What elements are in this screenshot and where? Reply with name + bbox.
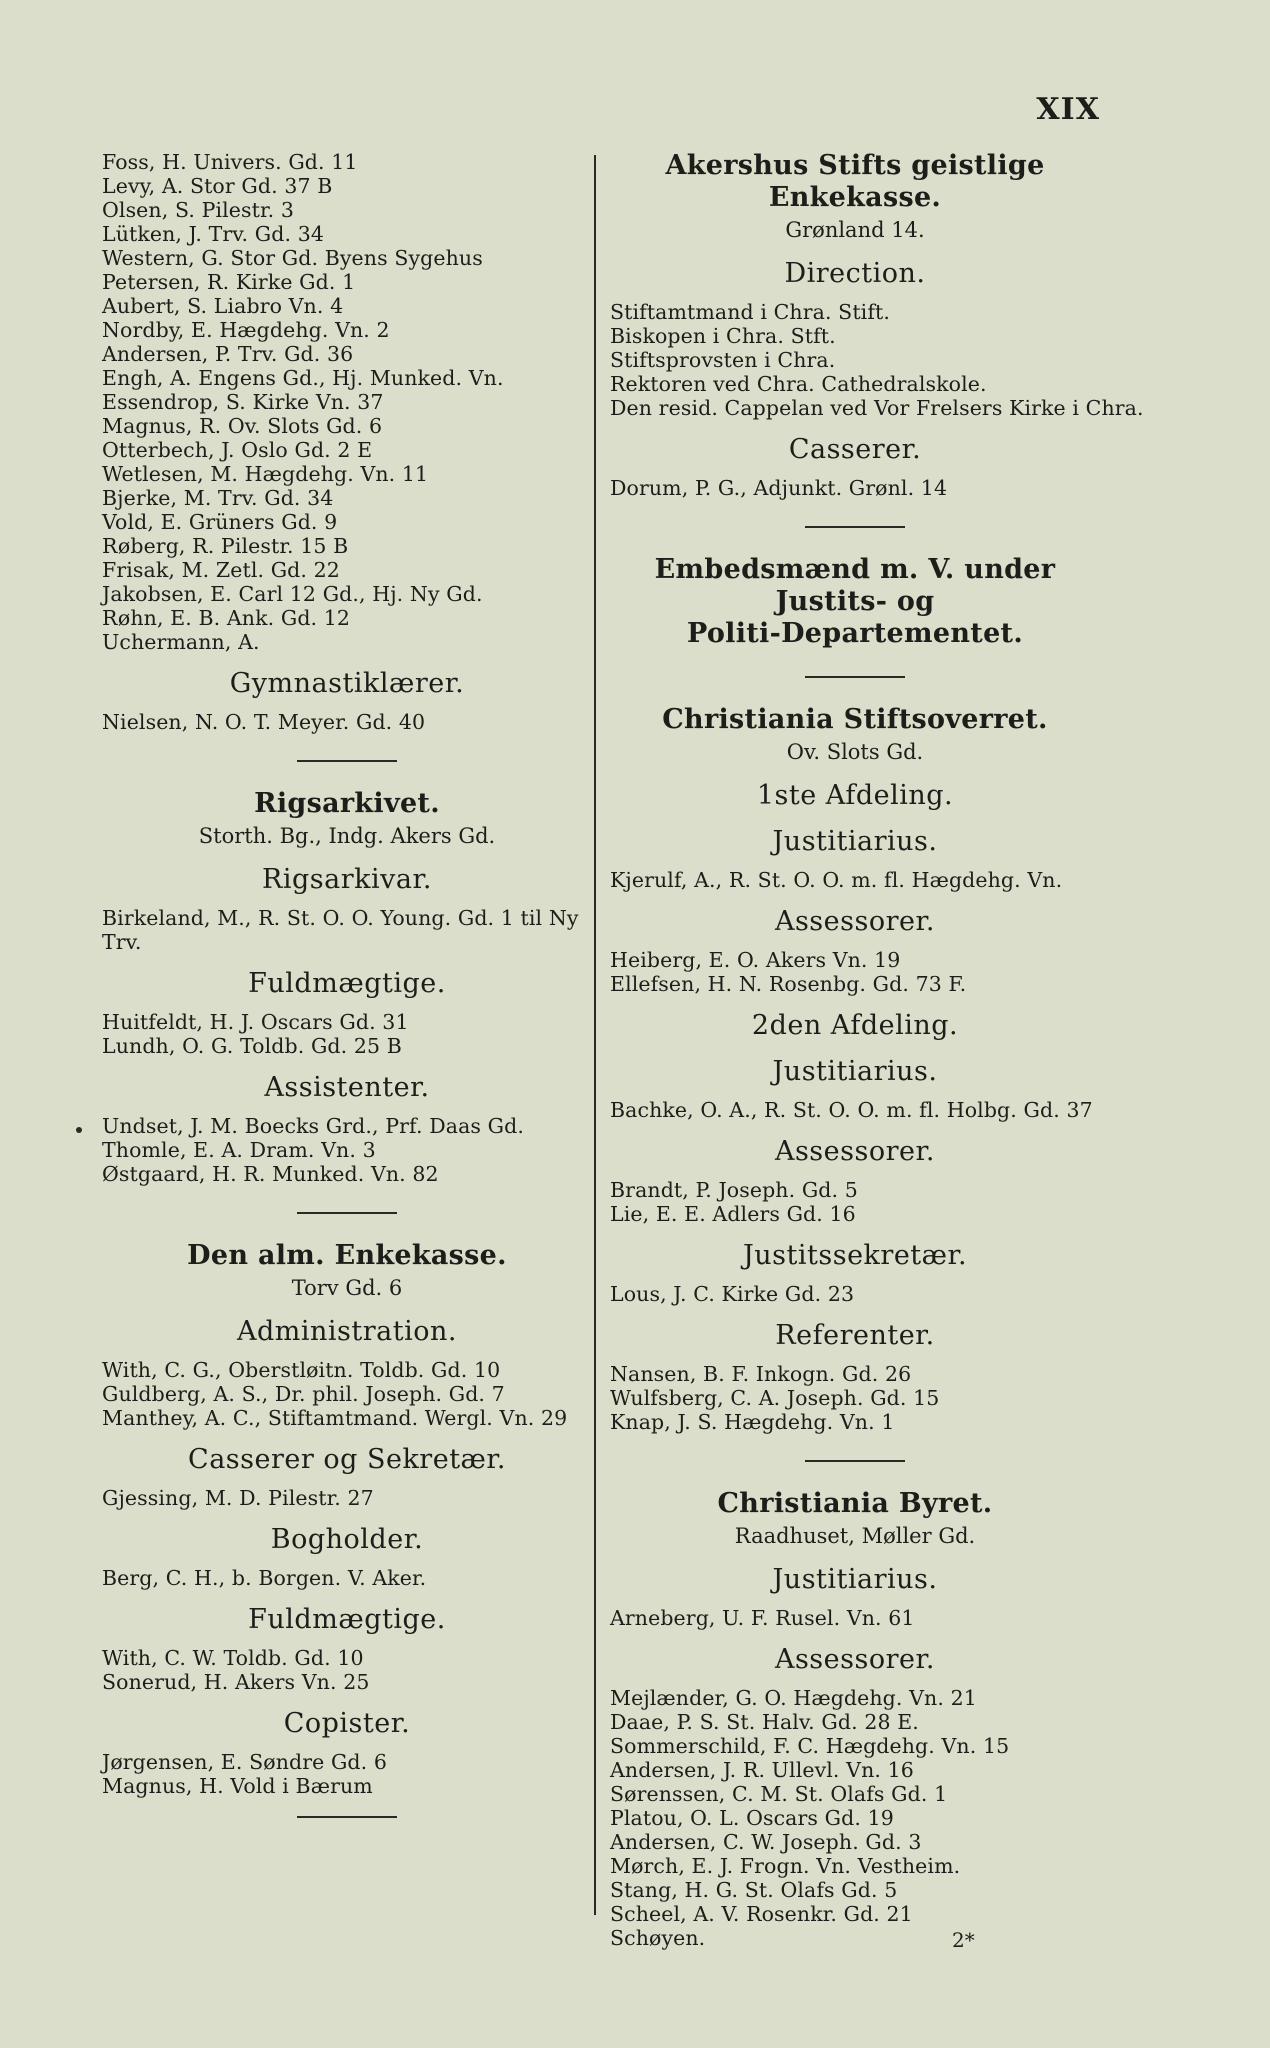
directory-entry: Scheel, A. V. Rosenkr. Gd. 21 [610, 1902, 913, 1926]
entry-list [610, 1606, 1100, 1630]
directory-entry: Andersen, C. W. Joseph. Gd. 3 [610, 1830, 922, 1854]
entry-list [102, 906, 592, 954]
directory-entry: Dorum, P. G., Adjunkt. Grønl. 14 [610, 476, 948, 500]
directory-entry: Biskopen i Chra. Stft. [610, 324, 836, 348]
directory-entry: With, C. G., Oberstløitn. Toldb. Gd. 10 [102, 1358, 501, 1382]
section-title: Den alm. Enkekasse. [187, 1240, 507, 1271]
entry-list [102, 1486, 592, 1510]
section-rule [297, 1212, 397, 1214]
directory-entry: Schøyen. [610, 1926, 706, 1950]
directory-entry: Bachke, O. A., R. St. O. O. m. fl. Holbg. Gd. 37 [610, 1098, 1093, 1122]
directory-entry: Daae, P. S. St. Halv. Gd. 28 E. [610, 1710, 919, 1734]
directory-entry: Lous, J. C. Kirke Gd. 23 [610, 1282, 855, 1306]
entry-list [102, 710, 592, 734]
directory-entry: With, C. W. Toldb. Gd. 10 [102, 1646, 364, 1670]
directory-entry: Berg, C. H., b. Borgen. V. Aker. [102, 1566, 427, 1590]
section-address: Grønland 14. [785, 218, 925, 242]
section-title: Politi-Departementet. [686, 618, 1024, 649]
page-number: XIX [1036, 92, 1100, 127]
section-heading: Fuldmægtige. [248, 1604, 446, 1635]
entry-list [102, 1646, 592, 1694]
entry-list [102, 1566, 592, 1590]
entry-list [610, 1178, 1100, 1226]
directory-entry: Lie, E. E. Adlers Gd. 16 [610, 1202, 856, 1226]
directory-entry: Nordby, E. Hægdehg. Vn. 2 [102, 318, 390, 342]
directory-entry: Magnus, R. Ov. Slots Gd. 6 [102, 414, 383, 438]
directory-entry: Arneberg, U. F. Rusel. Vn. 61 [610, 1606, 915, 1630]
entry-list [610, 868, 1100, 892]
directory-entry: Vold, E. Grüners Gd. 9 [102, 510, 338, 534]
directory-entry: Stiftamtmand i Chra. Stift. [610, 300, 890, 324]
section-heading: Assistenter. [264, 1072, 430, 1103]
entry-list [610, 300, 1144, 420]
section-rule [805, 676, 905, 678]
directory-entry: Brandt, P. Joseph. Gd. 5 [610, 1178, 858, 1202]
directory-entry: Mejlænder, G. O. Hægdehg. Vn. 21 [610, 1686, 977, 1710]
entry-list [610, 1282, 1100, 1306]
directory-entry: Lütken, J. Trv. Gd. 34 [102, 222, 324, 246]
section-title: Embedsmænd m. V. under Justits- og [654, 554, 1056, 617]
section-heading: Rigsarkivar. [262, 864, 432, 895]
directory-entry: Mørch, E. J. Frogn. Vn. Vestheim. [610, 1854, 961, 1878]
section-heading: Casserer og Sekretær. [188, 1444, 506, 1475]
section-rule [805, 526, 905, 528]
section-rule [297, 760, 397, 762]
section-heading: Copister. [283, 1708, 411, 1739]
section-address: Torv Gd. 6 [291, 1276, 403, 1300]
directory-entry: Bjerke, M. Trv. Gd. 34 [102, 486, 334, 510]
directory-entry: Manthey, A. C., Stiftamtmand. Wergl. Vn. 29 [102, 1406, 568, 1430]
directory-entry: Heiberg, E. O. Akers Vn. 19 [610, 948, 901, 972]
section-heading: Assessorer. [774, 1644, 936, 1675]
directory-entry: Den resid. Cappelan ved Vor Frelsers Kirke i Chra. [610, 396, 1144, 420]
directory-entry: Olsen, S. Pilestr. 3 [102, 198, 295, 222]
directory-entry: Stiftsprovsten i Chra. [610, 348, 836, 372]
section-address: Ov. Slots Gd. [786, 740, 924, 764]
section-heading: Bogholder. [270, 1524, 424, 1555]
directory-entry: Wulfsberg, C. A. Joseph. Gd. 15 [610, 1386, 940, 1410]
entry-list [610, 1098, 1100, 1122]
section-heading: Justitiarius. [772, 1056, 938, 1087]
section-title: Christiania Stiftsoverret. [662, 704, 1048, 735]
section-heading: Justitssekretær. [742, 1240, 968, 1271]
entry-list [610, 476, 1100, 500]
directory-entry: Frisak, M. Zetl. Gd. 22 [102, 558, 340, 582]
directory-entry: Thomle, E. A. Dram. Vn. 3 [102, 1138, 376, 1162]
entry-list [610, 1362, 1100, 1434]
directory-entry: Petersen, R. Kirke Gd. 1 [102, 270, 356, 294]
directory-entry: Røhn, E. B. Ank. Gd. 12 [102, 606, 351, 630]
directory-entry: Ellefsen, H. N. Rosenbg. Gd. 73 F. [610, 972, 967, 996]
entry-list [102, 1358, 592, 1430]
directory-entry: Jakobsen, E. Carl 12 Gd., Hj. Ny Gd. [102, 582, 483, 606]
directory-entry: Levy, A. Stor Gd. 37 B [102, 174, 333, 198]
left-column [102, 150, 592, 1818]
section-heading: Fuldmægtige. [248, 968, 446, 999]
directory-entry: Birkeland, M., R. St. O. O. Young. Gd. 1 til Ny Trv. [102, 906, 579, 954]
section-heading: Assessorer. [774, 1136, 936, 1167]
directory-entry: Jørgensen, E. Søndre Gd. 6 [102, 1750, 388, 1774]
directory-entry: Nielsen, N. O. T. Meyer. Gd. 40 [102, 710, 426, 734]
directory-entry: Wetlesen, M. Hægdehg. Vn. 11 [102, 462, 429, 486]
directory-entry: Uchermann, A. [102, 630, 260, 654]
section-address: Raadhuset, Møller Gd. [734, 1524, 976, 1548]
directory-entry: Sørenssen, C. M. St. Olafs Gd. 1 [610, 1782, 948, 1806]
section-heading: Referenter. [775, 1320, 935, 1351]
section-heading: Gymnastiklærer. [229, 668, 465, 699]
section-heading: Assessorer. [774, 906, 936, 937]
right-column [610, 150, 1144, 1950]
directory-entry: Foss, H. Univers. Gd. 11 [102, 150, 358, 174]
section-heading: Justitiarius. [772, 1564, 938, 1595]
signature-mark: 2* [952, 1928, 975, 1952]
directory-entry: Røberg, R. Pilestr. 15 B [102, 534, 349, 558]
section-title: Christiania Byret. [717, 1488, 993, 1519]
directory-entry: Sommerschild, F. C. Hægdehg. Vn. 15 [610, 1734, 1010, 1758]
division-heading: 2den Afdeling. [751, 1010, 959, 1041]
ink-speck [76, 1127, 82, 1133]
directory-entry: Gjessing, M. D. Pilestr. 27 [102, 1486, 374, 1510]
section-rule [805, 1460, 905, 1462]
directory-entry: Guldberg, A. S., Dr. phil. Joseph. Gd. 7 [102, 1382, 505, 1406]
column-divider [594, 155, 596, 1915]
section-address: Storth. Bg., Indg. Akers Gd. [198, 824, 496, 848]
directory-entry: Huitfeldt, H. J. Oscars Gd. 31 [102, 1010, 409, 1034]
directory-entry: Rektoren ved Chra. Cathedralskole. [610, 372, 987, 396]
section-heading: Direction. [784, 258, 926, 289]
section-rule [297, 1816, 397, 1818]
section-title: Rigsarkivet. [254, 788, 440, 819]
entry-list [610, 948, 1100, 996]
entry-list [610, 1686, 1100, 1950]
directory-entry: Otterbech, J. Oslo Gd. 2 E [102, 438, 373, 462]
directory-entry: Magnus, H. Vold i Bærum [102, 1774, 373, 1798]
section-heading: Administration. [237, 1316, 457, 1347]
directory-entry: Aubert, S. Liabro Vn. 4 [102, 294, 344, 318]
division-heading: 1ste Afdeling. [756, 780, 954, 811]
directory-entry: Kjerulf, A., R. St. O. O. m. fl. Hægdehg. Vn. [610, 868, 1063, 892]
directory-entry: Lundh, O. G. Toldb. Gd. 25 B [102, 1034, 402, 1058]
section-heading: Casserer. [788, 434, 922, 465]
directory-entry: Andersen, J. R. Ullevl. Vn. 16 [610, 1758, 914, 1782]
section-heading: Justitiarius. [772, 826, 938, 857]
directory-entry: Nansen, B. F. Inkogn. Gd. 26 [610, 1362, 912, 1386]
entry-list [102, 1010, 592, 1058]
directory-entry: Østgaard, H. R. Munked. Vn. 82 [102, 1162, 439, 1186]
directory-entry: Sonerud, H. Akers Vn. 25 [102, 1670, 370, 1694]
entry-list [102, 1750, 592, 1798]
directory-entry: Undset, J. M. Boecks Grd., Prf. Daas Gd. [102, 1114, 524, 1138]
directory-entry: Andersen, P. Trv. Gd. 36 [102, 342, 354, 366]
directory-entry: Essendrop, S. Kirke Vn. 37 [102, 390, 384, 414]
section-title: Akershus Stifts geistlige Enkekasse. [665, 150, 1045, 213]
entry-list [102, 150, 592, 654]
directory-entry: Western, G. Stor Gd. Byens Sygehus [102, 246, 483, 270]
directory-entry: Platou, O. L. Oscars Gd. 19 [610, 1806, 894, 1830]
directory-entry: Engh, A. Engens Gd., Hj. Munked. Vn. [102, 366, 504, 390]
entry-list [102, 1114, 592, 1186]
directory-entry: Knap, J. S. Hægdehg. Vn. 1 [610, 1410, 895, 1434]
directory-entry: Stang, H. G. St. Olafs Gd. 5 [610, 1878, 898, 1902]
